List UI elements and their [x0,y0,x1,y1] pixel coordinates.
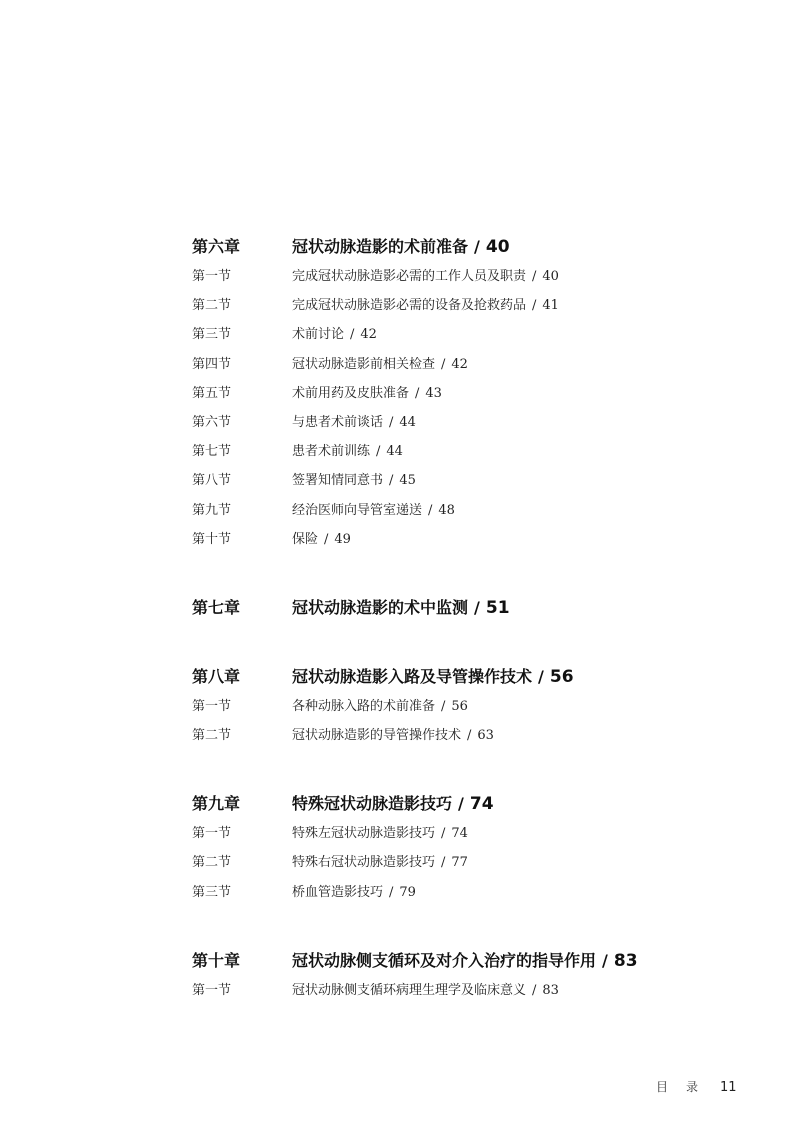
table-of-contents [192,232,752,1005]
chapter-gap [192,554,752,593]
chapter [192,593,752,623]
section-title: 患者术前训练 [292,444,371,460]
chapter-number: 第八章 [192,666,241,686]
section-title-line [292,819,468,848]
section-title: 冠状动脉造影的导管操作技术 [292,728,462,744]
section-page: 74 [451,826,468,842]
section-title-line [292,878,416,907]
separator: / [532,982,537,998]
separator: / [538,666,544,686]
section-page: 77 [451,855,468,871]
section-number: 第二节 [192,728,232,744]
section-page: 56 [451,698,468,714]
section-entry [192,350,752,379]
section-title: 完成冠状动脉造影必需的工作人员及职责 [292,269,527,284]
section-entry [192,291,752,320]
section-title: 术前用药及皮肤准备 [292,385,410,401]
section-number: 第七节 [192,444,232,460]
separator: / [458,794,464,814]
section-entry [192,437,752,466]
chapter-page: 74 [469,794,494,815]
chapter-heading [192,789,752,819]
section-page: 48 [438,502,455,518]
section-title-line [292,692,468,721]
separator: / [474,237,480,256]
section-entry [192,692,752,721]
section-entry [192,466,752,495]
chapter-title-line [292,662,574,692]
section-page: 44 [386,444,403,460]
section-entry [192,525,752,554]
separator: / [350,327,355,343]
section-title-line [292,496,455,525]
section-title-line [292,525,351,554]
chapter-heading [192,232,752,262]
chapter-number: 第九章 [192,794,241,814]
section-number: 第二节 [192,855,232,871]
section-entry [192,976,752,1005]
section-entry [192,262,752,291]
section-title: 经治医师向导管室递送 [292,502,423,518]
chapter [192,946,752,1005]
separator: / [415,385,420,401]
separator: / [376,444,381,460]
chapter-number: 第十章 [192,950,241,970]
chapter-title-line [292,946,638,976]
section-title: 术前讨论 [292,327,345,343]
section-title-line [292,466,416,495]
section-title: 冠状动脉侧支循环病理生理学及临床意义 [292,982,527,998]
section-number: 第四节 [192,356,232,372]
section-number: 第三节 [192,327,232,343]
chapter [192,232,752,554]
section-title-line [292,379,442,408]
chapter-title: 冠状动脉造影入路及导管操作技术 [292,666,533,686]
separator: / [389,884,394,900]
chapter-title: 冠状动脉造影的术中监测 [292,597,469,617]
separator: / [467,728,472,744]
chapter-number: 第七章 [192,597,241,617]
section-title-line [292,848,468,877]
separator: / [474,597,480,617]
section-title-line [292,408,416,437]
section-page: 42 [360,327,377,343]
section-entry [192,721,752,750]
separator: / [441,698,446,714]
section-number: 第二节 [192,298,232,314]
section-entry [192,848,752,877]
separator: / [441,356,446,372]
chapter-page: 83 [613,950,638,971]
section-page: 49 [334,531,351,547]
section-number: 第一节 [192,982,232,998]
chapter-gap [192,907,752,946]
section-title: 签署知情同意书 [292,473,384,489]
page-number: 11 [720,1080,737,1095]
section-page: 83 [542,982,559,998]
section-entry [192,320,752,349]
section-number: 第一节 [192,826,232,842]
section-page: 41 [542,298,559,314]
section-number: 第三节 [192,884,232,900]
section-page: 43 [425,385,442,401]
separator: / [389,473,394,489]
section-title: 与患者术前谈话 [292,414,384,430]
chapter-heading [192,662,752,692]
chapter-title: 特殊冠状动脉造影技巧 [292,794,453,814]
separator: / [389,414,394,430]
section-page: 42 [451,356,468,372]
section-title-line [292,291,559,320]
section-title: 完成冠状动脉造影必需的设备及抢救药品 [292,298,527,314]
section-page: 45 [399,473,416,489]
page-footer [656,1078,737,1095]
separator: / [441,826,446,842]
separator: / [441,855,446,871]
section-title-line [292,721,494,750]
section-title: 各种动脉入路的术前准备 [292,698,436,714]
section-number: 第五节 [192,385,232,401]
chapter-heading [192,946,752,976]
separator: / [324,531,329,547]
section-title: 冠状动脉造影前相关检查 [292,356,436,372]
chapter-title-line [292,789,494,819]
chapter-title: 冠状动脉侧支循环及对介入治疗的指导作用 [292,950,597,970]
section-title: 特殊右冠状动脉造影技巧 [292,855,436,871]
chapter-title-line [292,593,510,623]
chapter-page: 40 [485,237,510,257]
section-number: 第一节 [192,269,232,284]
section-page: 44 [399,414,416,430]
section-page: 40 [542,269,559,284]
section-entry [192,496,752,525]
section-entry [192,408,752,437]
section-number: 第十节 [192,531,232,547]
separator: / [602,950,608,970]
chapter-gap [192,623,752,662]
section-title: 桥血管造影技巧 [292,884,384,900]
section-title-line [292,262,559,291]
chapter-heading [192,593,752,623]
section-number: 第六节 [192,414,232,430]
section-number: 第九节 [192,502,232,518]
chapter-number: 第六章 [192,237,241,256]
section-title: 特殊左冠状动脉造影技巧 [292,826,436,842]
section-page: 63 [477,728,494,744]
section-title-line [292,437,403,466]
chapter [192,662,752,750]
section-title: 保险 [292,531,319,547]
separator: / [532,298,537,314]
chapter-page: 56 [549,666,574,687]
chapter [192,789,752,907]
separator: / [532,269,537,284]
section-entry [192,379,752,408]
chapter-title-line [292,232,510,262]
section-number: 第八节 [192,473,232,489]
section-page: 79 [399,884,416,900]
chapter-page: 51 [485,597,510,618]
section-title-line [292,976,559,1005]
footer-label: 目录 [656,1080,717,1094]
section-entry [192,819,752,848]
section-title-line [292,320,377,349]
section-entry [192,878,752,907]
section-number: 第一节 [192,698,232,714]
section-title-line [292,350,468,379]
chapter-gap [192,750,752,789]
chapter-title: 冠状动脉造影的术前准备 [292,237,469,256]
separator: / [428,502,433,518]
